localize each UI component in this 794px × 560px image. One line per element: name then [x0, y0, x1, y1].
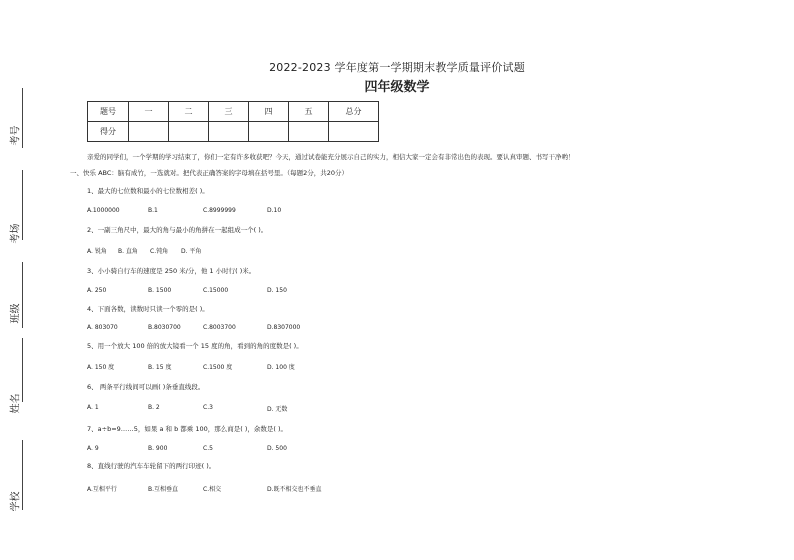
- question-5: 5、用一个放大 100 倍的放大镜看一个 15 度的角，看到的角的度数是( )。: [87, 342, 303, 350]
- option: D.8307000: [267, 324, 301, 331]
- option: A. 1: [87, 404, 99, 411]
- score-row-label: 得分: [88, 122, 129, 142]
- option: C.8003700: [203, 324, 236, 331]
- exam-subtitle: 四年级数学: [364, 80, 430, 95]
- score-cell: [329, 122, 379, 142]
- option: D.10: [267, 207, 282, 214]
- side-label-exam-number: 考号: [10, 125, 22, 146]
- side-line-5: [22, 440, 23, 510]
- option: C.3: [203, 404, 213, 411]
- side-label-exam-room: 考场: [10, 223, 22, 244]
- score-table-score-row: [88, 122, 379, 142]
- option: A. 锐角: [87, 248, 107, 255]
- option: D. 100 度: [267, 364, 295, 371]
- option: D.既不相交也不垂直: [267, 486, 322, 493]
- question-4: 4、下面各数，读数时只读一个零的是( )。: [87, 305, 209, 313]
- score-cell: [169, 122, 209, 142]
- option: B. 1500: [148, 287, 172, 294]
- option: C.15000: [203, 287, 229, 294]
- question-3: 3、小小骑自行车的速度是 250 米/分，他 1 小时行( )米。: [87, 267, 256, 275]
- option: C.5: [203, 445, 213, 452]
- score-cell: [289, 122, 329, 142]
- option: C.相交: [203, 486, 222, 493]
- score-cell: [249, 122, 289, 142]
- exam-title: 2022-2023 学年度第一学期期末教学质量评价试题: [269, 61, 525, 74]
- question-7: 7、a÷b=9……5，如果 a 和 b 都乘 100，那么商是( )，余数是( )。: [87, 425, 288, 433]
- option: D. 平角: [181, 248, 202, 255]
- option: D. 500: [267, 445, 287, 452]
- option: B. 2: [148, 404, 160, 411]
- score-cell: [129, 122, 169, 142]
- side-line-4: [22, 338, 23, 402]
- score-table: [87, 101, 379, 142]
- option: D. 无数: [267, 406, 288, 413]
- option: B. 直角: [118, 248, 138, 255]
- option: D. 150: [267, 287, 287, 294]
- score-table-header: 四: [249, 102, 289, 122]
- option: C.1500 度: [203, 364, 233, 371]
- score-table-header: 一: [129, 102, 169, 122]
- question-6: 6、 两条平行线间可以画( )条垂直线段。: [87, 383, 205, 391]
- side-label-school: 学校: [10, 491, 22, 512]
- intro-paragraph: 亲爱的同学们，一个学期的学习结束了，你们一定有许多收获吧？今天，通过试卷能充分展示自己的实力，相信大家一定会有非常出色的表现。要认真审题、书写干净哟！: [87, 153, 575, 161]
- option: B.8030700: [148, 324, 181, 331]
- option: B.1: [148, 207, 158, 214]
- option: C.8999999: [203, 207, 236, 214]
- side-line-1: [22, 88, 23, 148]
- option: A. 803070: [87, 324, 118, 331]
- option: B. 15 度: [148, 364, 172, 371]
- option: C.钝角: [150, 248, 169, 255]
- score-table-header: 二: [169, 102, 209, 122]
- question-8: 8、直线行驶的汽车车轮留下的两行印迹( )。: [87, 462, 216, 470]
- score-table-header: 三: [209, 102, 249, 122]
- score-table-header: 题号: [88, 102, 129, 122]
- score-cell: [209, 122, 249, 142]
- side-line-2: [22, 170, 23, 240]
- score-table-header-row: [88, 102, 379, 122]
- option: B. 900: [148, 445, 168, 452]
- side-label-class: 班级: [10, 303, 22, 324]
- question-2: 2、一副三角尺中，最大的角与最小的角拼在一起组成一个( )。: [87, 226, 268, 234]
- option: A. 250: [87, 287, 107, 294]
- option: A.互相平行: [87, 486, 117, 493]
- side-line-3: [22, 262, 23, 328]
- option: A. 150 度: [87, 364, 115, 371]
- option: A. 9: [87, 445, 99, 452]
- side-label-name: 姓名: [10, 393, 22, 414]
- question-1: 1、最大的七位数和最小的七位数相差( )。: [87, 187, 209, 195]
- option: A.1000000: [87, 207, 120, 214]
- score-table-header: 五: [289, 102, 329, 122]
- score-table-header: 总分: [329, 102, 379, 122]
- section-heading: 一、快乐 ABC：脑有成竹，一选就对。把代表正确答案的字母填在括号里。（每题2分，共20分）: [70, 169, 349, 177]
- option: B.互相垂直: [148, 486, 179, 493]
